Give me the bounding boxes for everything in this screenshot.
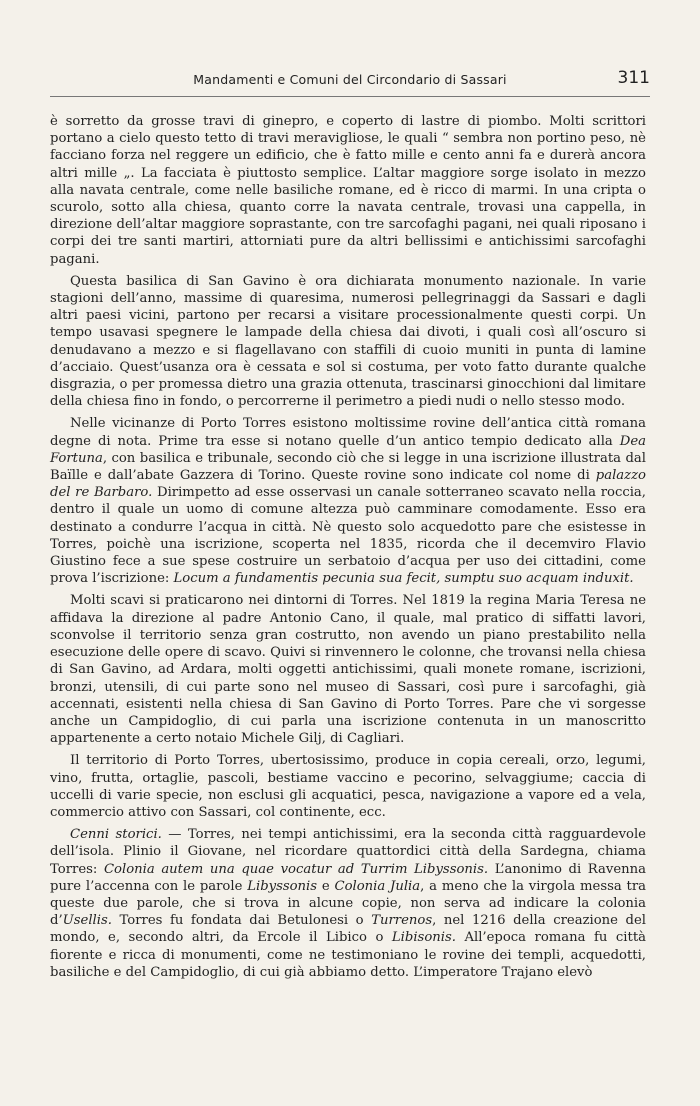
text-run: , nel 1216 della creazione del mondo, e, secondo altri, da Ercole il Libico o	[50, 913, 647, 946]
italic-text: Libisonis.	[391, 930, 456, 946]
italic-text: palazzo del re Barbaro.	[50, 468, 646, 501]
text-run: Questa basilica di San Gavino è ora dichiarata monumento nazionale. In varie stagioni dell’anno, massime di quaresima, numerosi pellegrinaggi da Sassari e dagli altri paesi vicini, partono per recarsi a visitare processionalmente questi corpi. Un tempo usavasi spegnere le lampade della chiesa dai divoti, i quali così all’oscuro si denudavano a mezzo e si flagellavano con staffili di cuoio muniti in punta di lamine d’acciaio. Quest’usanza ora è cessata e sol si costuma, per voto fatto durante qualche disgrazia, o per promessa dietro una grazia ottenuta, trascinarsi ginocchioni dal limitare della chiesa fino in fondo, o percorrerne il perimetro a piedi nudi o nello stesso modo.	[50, 273, 646, 410]
italic-text: Usellis.	[62, 913, 112, 929]
italic-text: Locum a fundamentis pecunia sua fecit, sumptu suo acquam induxit.	[173, 571, 634, 587]
text-run: e	[317, 878, 335, 894]
italic-text: Dea Fortuna	[50, 433, 646, 466]
text-run: All’epoca romana fu città fiorente e ricca di monumenti, come ne testimoniano le rovine dei templi, acquedotti, basiliche e del Campidoglio, di cui già abbiamo detto. L’imperatore Trajano elevò	[50, 930, 646, 980]
paragraph	[50, 415, 646, 587]
paragraph	[50, 752, 646, 821]
italic-text: Colonia autem una quae vocatur ad Turrim Libyssonis.	[103, 861, 489, 877]
body-text	[50, 113, 646, 986]
text-run: Il territorio di Porto Torres, ubertosissimo, produce in copia cereali, orzo, legumi, vino, frutta, ortaglie, pascoli, bestiame vaccino e pecorino, selvaggiume; caccia di uccelli di varie specie, non esclusi gli acquatici, pesca, navigazione a vapore ed a vela, commercio attivo con Sassari, col continente, ecc.	[50, 753, 646, 820]
text-run: Torres fu fondata dai Betulonesi o	[111, 913, 372, 929]
italic-text: Turrenos	[371, 913, 433, 929]
text-run: — Torres, nei tempi antichissimi, era la seconda città ragguardevole dell’isola. Plinio il Giovane, nel ricordare quattordici città della Sardegna, chiama Torres:	[50, 827, 646, 877]
text-run: è sorretto da grosse travi di ginepro, e coperto di lastre di piombo. Molti scrittori portano a cielo questo tetto di travi meravigliose, le quali “ sembra non portino peso, nè facciano forza nel reggere un edificio, che è fatto mille e cento anni fa e durerà ancora altri mille „. La facciata è piuttosto semplice. L’altar maggiore sorge isolato in mezzo alla navata centrale, come nelle basiliche romane, ed è ricco di marmi. In una cripta o scurolo, sotto alla chiesa, quanto corre la navata centrale, trovasi una cappella, in direzione dell’altar maggiore soprastante, con tre sarcofaghi pagani, nei quali riposano i corpi dei tre santi martiri, attorniati pure da altri bellissimi e antichissimi sarcofaghi pagani.	[50, 114, 646, 267]
text-run: , con basilica e tribunale, secondo ciò che si legge in una iscrizione illustrata dal Baïlle e dall’abate Gazzera di Torino. Queste rovine sono indicate col nome di	[50, 450, 646, 484]
running-header	[50, 62, 650, 97]
header-title: Mandamenti e Comuni del Circondario di Sassari	[193, 72, 507, 87]
paragraph	[50, 273, 646, 411]
text-run: Molti scavi si praticarono nei dintorni di Torres. Nel 1819 la regina Maria Teresa ne affidava la direzione al padre Antonio Cano, il quale, mal pratico di siffatti lavori, sconvolse il territorio senza gran costrutto, non avendo un piano prestabilito nella esecuzione delle opere di scavo. Quivi si rinvennero le colonne, che trovansi nella chiesa di San Gavino, ad Ardara, molti oggetti antichissimi, quali monete romane, iscrizioni, bronzi, utensili, di cui parte sono nel museo di Sassari, così pure i sarcofaghi, già accennati, esistenti nella chiesa di San Gavino di Porto Torres. Pare che vi sorgesse anche un Campidoglio, di cui parla una iscrizione contenuta in un manoscritto appartenente a certo notaio Michele Gilj, di Cagliari.	[50, 593, 646, 747]
text-run: Dirimpetto ad esse osservasi un canale sotterraneo scavato nella roccia, dentro il quale un uomo di comune altezza può camminare comodamente. Esso era destinato a condurre l’acqua in città. Nè questo solo acquedotto pare che esistesse in Torres, poichè una iscrizione, scoperta nel 1835, ricorda che il decemviro Flavio Giustino fece a sue spese costruire un serbatoio d’acqua per uso dei cittadini, come prova l’iscrizione:	[50, 485, 646, 587]
italic-text: Cenni storici.	[70, 827, 162, 843]
page-number: 311	[617, 68, 650, 88]
text-run: L’anonimo di Ravenna pure l’accenna con le parole	[50, 861, 646, 894]
text-run: Nelle vicinanze di Porto Torres esistono moltissime rovine dell’antica città romana degne di nota. Prime tra esse si notano quelle d’un antico tempio dedicato alla	[50, 416, 646, 449]
italic-text: Libyssonis	[247, 878, 318, 894]
paragraph	[50, 592, 646, 747]
paragraph	[50, 113, 646, 268]
text-run: , a meno che la virgola messa tra queste due parole, che si trova in alcune copie, non serva ad indicare la colonia d’	[50, 878, 646, 929]
paragraph	[50, 826, 646, 981]
italic-text: Colonia Julia	[334, 878, 421, 894]
